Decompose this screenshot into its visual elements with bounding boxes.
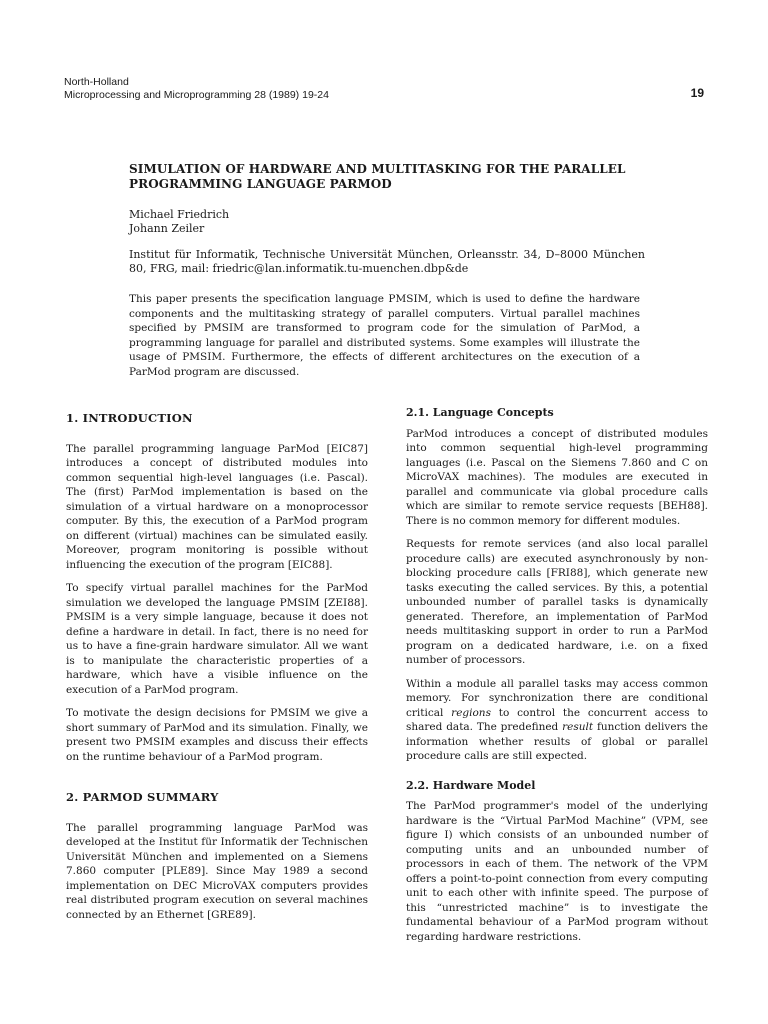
paper-title [129, 162, 659, 192]
section-heading-parmod-summary: 2. PARMOD SUMMARY [66, 790, 219, 804]
page-number: 19 [690, 86, 704, 100]
title-line-2: PROGRAMMING LANGUAGE PARMOD [129, 177, 392, 191]
left-column [66, 408, 368, 931]
author-name: Johann Zeiler [129, 222, 205, 235]
section-heading-introduction: 1. INTRODUCTION [66, 411, 193, 425]
emphasis-regions: regions [451, 706, 491, 719]
abstract: This paper presents the specification language PMSIM, which is used to define the hardware components and the multitasking strategy of parallel computers. Virtual parallel machines specified by PMSIM are transformed to program code for the simulation of ParMod, a programming language for parallel and distributed systems. Some examples will illustrate the usage of PMSIM. Furthermore, the effects of different architectures on the execution of a ParMod program are discussed. [129, 293, 640, 378]
title-line-1: SIMULATION OF HARDWARE AND MULTITASKING FOR THE PARALLEL [129, 162, 626, 176]
paragraph: Requests for remote services (and also local parallel procedure calls) are executed asynchronously by non-blocking procedure calls [FRI88], which generate new tasks executing the called services. By this, a potential unbounded number of parallel tasks is dynamically generated. Therefore, an implementation of ParMod needs multitasking support in order to run a ParMod program on a dedicated hardware, i.e. on a fixed number of processors. [406, 538, 708, 666]
text-run: function delivers the information whether results of global or parallel procedure calls are still expected. [406, 721, 708, 762]
subsection-heading-language-concepts: 2.1. Language Concepts [406, 406, 554, 419]
paragraph: ParMod introduces a concept of distributed modules into common sequential high-level programming languages (i.e. Pascal on the Siemens 7.860 and C on MicroVAX machines). The modules are executed in parallel and communicate via global procedure calls which are similar to remote service requests [BEH88]. There is no common memory for different modules. [406, 427, 708, 527]
publisher-line: North-Holland [64, 76, 129, 88]
paragraph: To specify virtual parallel machines for the ParMod simulation we developed the language PMSIM [ZEI88]. PMSIM is a very simple language, because it does not define a hardware in detail. In fact, there is no need for us to have a fine-grain hardware simulator. All we want is to manipulate the characteristic properties of a hardware, which have a visible influence on the execution of a ParMod program. [66, 582, 368, 696]
author-name: Michael Friedrich [129, 208, 230, 221]
right-column [406, 406, 708, 953]
paragraph: The ParMod programmer's model of the underlying hardware is the “Virtual ParMod Machine” (VPM, see figure I) which consists of an unbounded number of computing units and an unbounded number of processors in each of them. The network of the VPM offers a point-to-point connection from every computing unit to each other with infinite speed. The purpose of this “unrestricted machine” is to investigate the fundamental behaviour of a ParMod program without regarding hardware restrictions. [406, 800, 708, 943]
paragraph: The parallel programming language ParMod [EIC87] introduces a concept of distributed modules into common sequential high-level languages (i.e. Pascal). The (first) ParMod implementation is based on the simulation of a virtual hardware on a monoprocessor computer. By this, the execution of a ParMod program on different (virtual) machines can be simulated easily. Moreover, program monitoring is possible without influencing the execution of the program [EIC88]. [66, 442, 368, 571]
emphasis-result: result [562, 721, 594, 733]
paragraph: To motivate the design decisions for PMSIM we give a short summary of ParMod and its simulation. Finally, we present two PMSIM examples and discuss their effects on the runtime behaviour of a ParMod program. [66, 707, 368, 763]
affiliation: Institut für Informatik, Technische Universität München, Orleansstr. 34, D–8000 München 80, FRG, mail: friedric@lan.informatik.tu-muenchen.dbp&de [129, 248, 645, 275]
paragraph [406, 677, 708, 764]
subsection-heading-hardware-model: 2.2. Hardware Model [406, 778, 536, 792]
journal-header [64, 76, 724, 102]
journal-citation: Microprocessing and Microprogramming 28 (1989) 19-24 [64, 89, 329, 101]
paragraph: The parallel programming language ParMod was developed at the Institut für Informatik der Technischen Universität München and implemented on a Siemens 7.860 computer [PLE89]. Since May 1989 a second implementation on DEC MicroVAX computers provides real distributed program execution on several machines connected by an Ethernet [GRE89]. [66, 821, 368, 921]
text-run: Within a module all parallel tasks may access common memory. For synchronization there are conditional critical [406, 677, 708, 719]
author-list [129, 208, 229, 236]
text-run: to control the concurrent access to shared data. The predefined [406, 706, 708, 733]
